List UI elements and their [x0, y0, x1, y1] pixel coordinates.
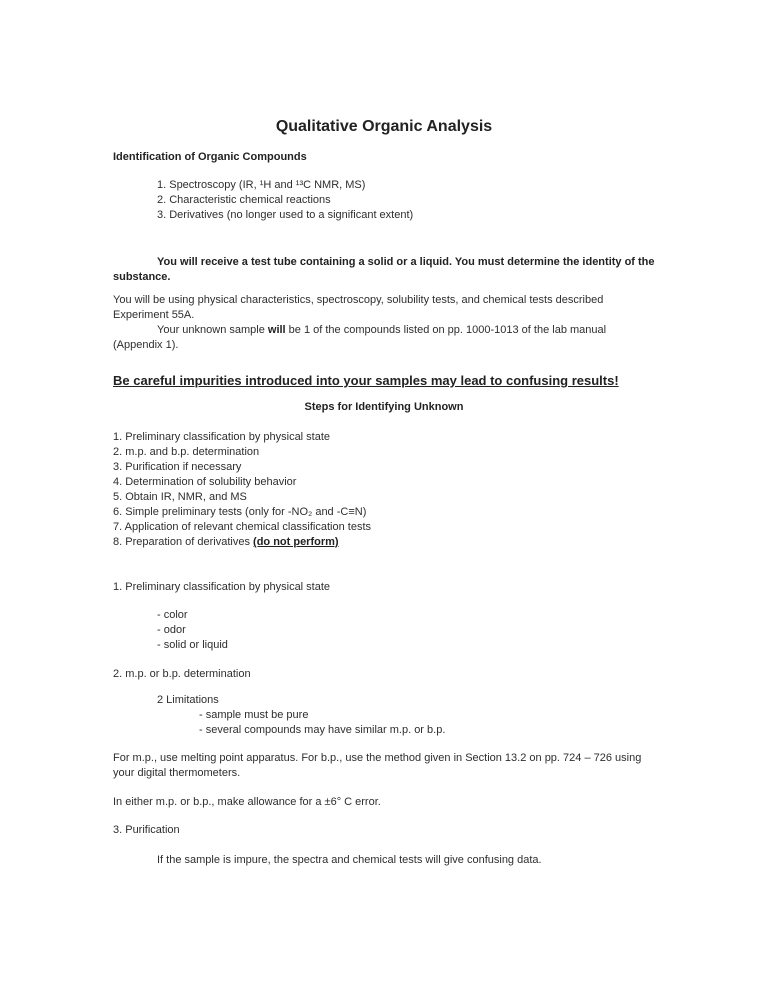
step-item: 6. Simple preliminary tests (only for -NO₂ and -C≡N) [113, 506, 367, 518]
section3-note: If the sample is impure, the spectra and chemical tests will give confusing data. [157, 854, 542, 866]
list-item: 1. Spectroscopy (IR, ¹H and ¹³C NMR, MS) [157, 179, 366, 191]
steps-list [113, 430, 655, 550]
unknown-sentence-post: be 1 of the compounds listed on pp. 1000-1013 of the lab manual (Appendix 1). [113, 324, 607, 351]
step-item [113, 535, 655, 550]
step-item: 4. Determination of solubility behavior [113, 476, 297, 488]
steps-heading: Steps for Identifying Unknown [304, 401, 464, 413]
unknown-sample-paragraph [113, 323, 655, 353]
page-title: Qualitative Organic Analysis [275, 118, 493, 135]
section1-heading: 1. Preliminary classification by physical state [113, 581, 331, 593]
limitations-list [113, 708, 655, 738]
unknown-sentence-pre: Your unknown sample [157, 324, 268, 336]
intro-list [113, 178, 655, 223]
limitations-label: 2 Limitations [157, 694, 219, 706]
section3-heading: 3. Purification [113, 824, 180, 836]
step-item: 1. Preliminary classification by physical state [113, 431, 331, 443]
list-item: 2. Characteristic chemical reactions [157, 194, 331, 206]
unknown-sentence-bold: will [267, 324, 286, 336]
methods-paragraph: You will be using physical characteristics, spectroscopy, solubility tests, and chemical tests described Experiment 55A. [113, 294, 604, 321]
step-item: 3. Purification if necessary [113, 461, 242, 473]
step-item: 2. m.p. and b.p. determination [113, 446, 260, 458]
list-item: - odor [157, 624, 186, 636]
step8-emphasis: (do not perform) [253, 536, 339, 548]
error-note-paragraph: In either m.p. or b.p., make allowance for a ±6° C error. [113, 796, 381, 808]
procedure-paragraph: For m.p., use melting point apparatus. For b.p., use the method given in Section 13.2 on pp. 724 – 726 using your digital thermometers. [113, 752, 642, 779]
step-item: 5. Obtain IR, NMR, and MS [113, 491, 247, 503]
receive-note-paragraph: You will receive a test tube containing a solid or a liquid. You must determine the identity of the substance. [113, 256, 655, 283]
intro-section-heading: Identification of Organic Compounds [113, 151, 307, 163]
section1-items [113, 608, 655, 653]
step8-text: 8. Preparation of derivatives [113, 536, 254, 548]
warning-heading: Be careful impurities introduced into your samples may lead to confusing results! [113, 373, 619, 388]
list-item: - color [157, 609, 188, 621]
list-item: 3. Derivatives (no longer used to a significant extent) [157, 209, 414, 221]
list-item: - several compounds may have similar m.p. or b.p. [199, 724, 446, 736]
step-item: 7. Application of relevant chemical classification tests [113, 521, 372, 533]
list-item: - solid or liquid [157, 639, 228, 651]
list-item: - sample must be pure [199, 709, 309, 721]
section2-heading: 2. m.p. or b.p. determination [113, 668, 251, 680]
